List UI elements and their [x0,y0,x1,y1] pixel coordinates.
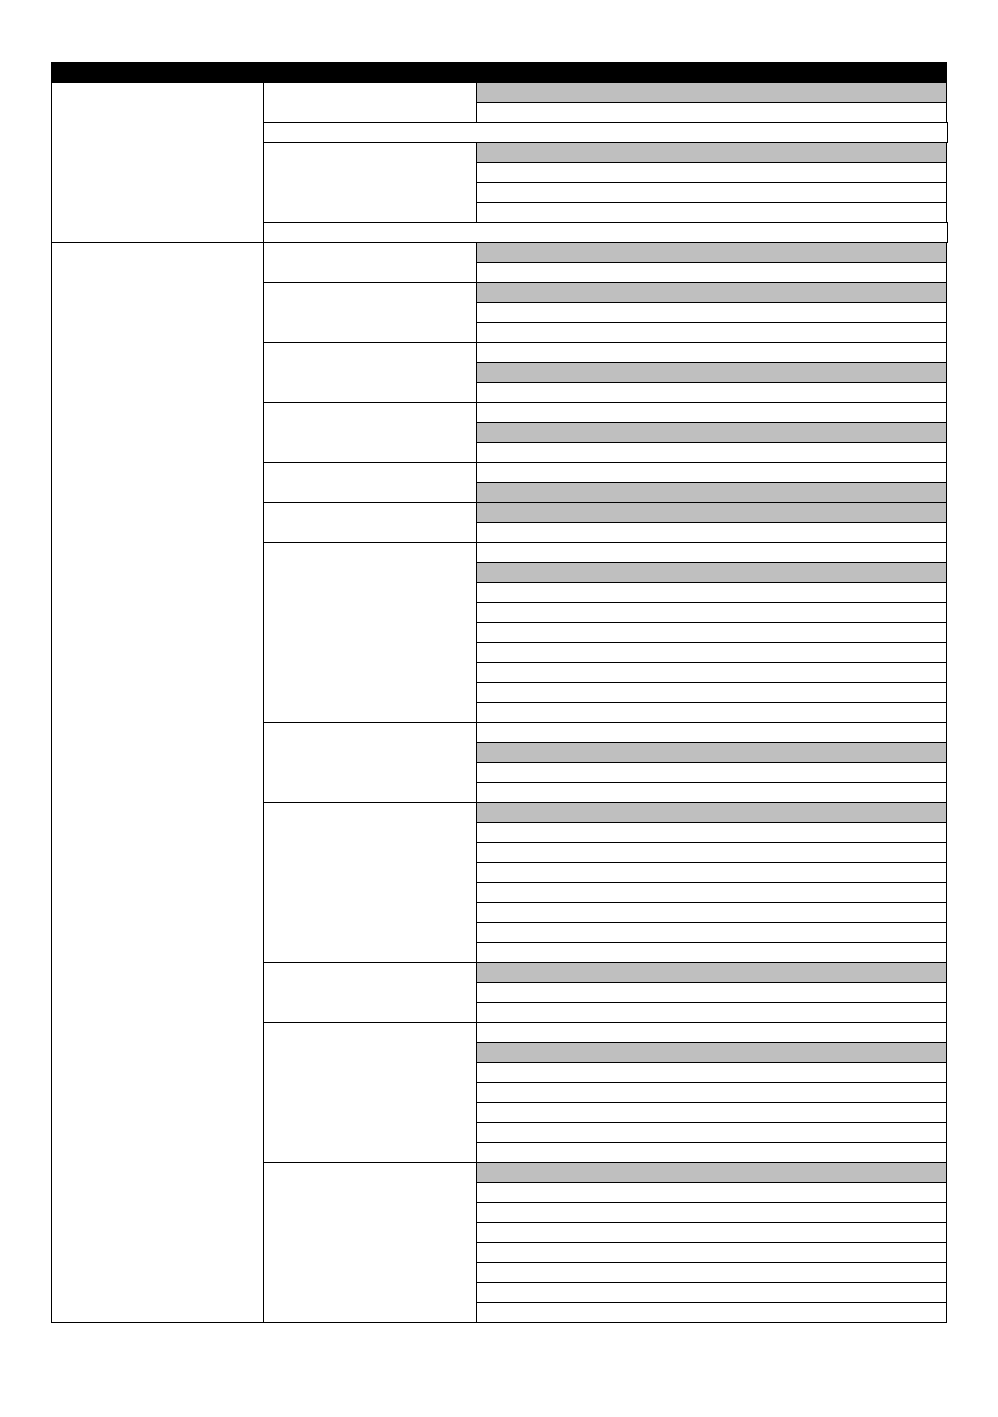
table-row [476,862,947,883]
table-row [476,102,947,123]
table-row [476,1002,947,1023]
table-row [476,722,947,743]
shaded-subheader-row [476,422,947,443]
table-row [476,402,947,423]
table-row [476,202,947,223]
table-row [476,462,947,483]
table-row [476,702,947,723]
table-row [476,942,947,963]
section-label-cell [51,82,264,243]
shaded-subheader-row [476,142,947,163]
document-table [51,62,947,1319]
full-width-row [263,222,948,243]
group-label-cell [263,242,477,283]
table-row [476,1282,947,1303]
table-row [476,682,947,703]
table-row [476,262,947,283]
shaded-subheader-row [476,742,947,763]
full-width-row [263,122,948,143]
table-row [476,882,947,903]
table-row [476,782,947,803]
shaded-subheader-row [476,1042,947,1063]
table-row [476,1082,947,1103]
group-label-cell [263,802,477,963]
table-row [476,442,947,463]
shaded-subheader-row [476,562,947,583]
shaded-subheader-row [476,82,947,103]
table-row [476,1122,947,1143]
group-label-cell [263,1022,477,1163]
table-row [476,162,947,183]
table-row [476,1062,947,1083]
table-row [476,1302,947,1323]
group-label-cell [263,502,477,543]
group-label-cell [263,462,477,503]
table-row [476,642,947,663]
table-row [476,542,947,563]
shaded-subheader-row [476,482,947,503]
table-row [476,982,947,1003]
table-row [476,922,947,943]
table-row [476,822,947,843]
table-row [476,1262,947,1283]
group-label-cell [263,402,477,463]
table-row [476,522,947,543]
table-row [476,662,947,683]
shaded-subheader-row [476,242,947,263]
shaded-subheader-row [476,502,947,523]
group-label-cell [263,1162,477,1323]
group-label-cell [263,722,477,803]
shaded-subheader-row [476,362,947,383]
table-row [476,1222,947,1243]
group-label-cell [263,282,477,343]
table-row [476,302,947,323]
table-row [476,902,947,923]
group-label-cell [263,342,477,403]
table-row [476,622,947,643]
table-row [476,1182,947,1203]
table-row [476,322,947,343]
group-label-cell [263,142,477,223]
table-row [476,1142,947,1163]
shaded-subheader-row [476,802,947,823]
table-row [476,842,947,863]
group-label-cell [263,542,477,723]
table-row [476,1022,947,1043]
shaded-subheader-row [476,1162,947,1183]
table-row [476,182,947,203]
group-label-cell [263,82,477,123]
shaded-subheader-row [476,282,947,303]
section-label-cell [51,242,264,1323]
table-row [476,342,947,363]
table-row [476,602,947,623]
table-row [476,762,947,783]
table-row [476,382,947,403]
table-header-bar [51,62,947,82]
table-row [476,1102,947,1123]
table-row [476,1242,947,1263]
shaded-subheader-row [476,962,947,983]
table-row [476,582,947,603]
group-label-cell [263,962,477,1023]
table-row [476,1202,947,1223]
